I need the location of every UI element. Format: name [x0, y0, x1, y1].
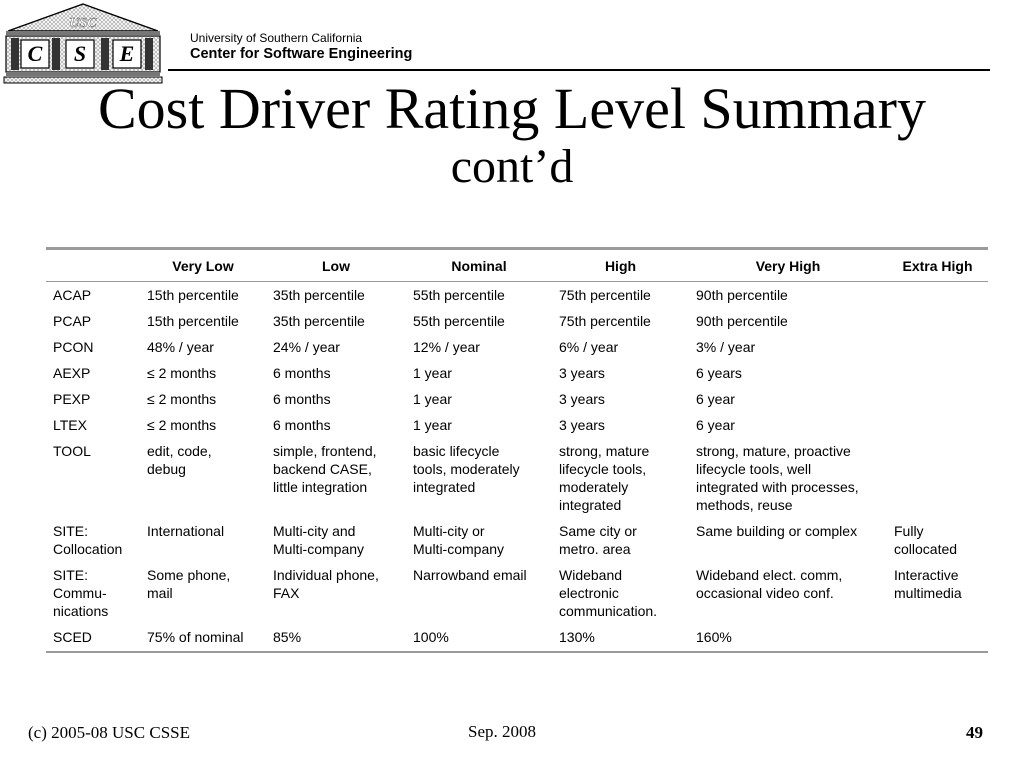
rating-cell: simple, frontend, backend CASE, little integration: [273, 443, 377, 495]
rating-cell: 35th percentile: [273, 287, 365, 303]
driver-name-cell: AEXP: [53, 365, 91, 381]
table-row: [46, 334, 988, 360]
rating-cell: Same building or complex: [696, 523, 858, 539]
table-row: [46, 438, 988, 518]
driver-name-cell: PCON: [53, 339, 94, 355]
rating-cell: Interactive multimedia: [894, 567, 962, 601]
table-row: [46, 562, 988, 624]
rating-cell: 1 year: [413, 391, 452, 407]
column-header: Nominal: [406, 249, 552, 282]
rating-cell: 3 years: [559, 365, 605, 381]
rating-cell: 6 years: [696, 365, 742, 381]
rating-cell: 6 months: [273, 365, 331, 381]
rating-cell: 100%: [406, 624, 552, 652]
rating-cell: 55th percentile: [413, 287, 505, 303]
rating-cell: [887, 412, 988, 438]
rating-cell: 6 year: [696, 391, 735, 407]
rating-cell: 85%: [266, 624, 406, 652]
table-row: [46, 282, 988, 309]
rating-cell: [887, 360, 988, 386]
slide-subtitle: cont’d: [450, 139, 574, 193]
rating-cell: Wideband electronic communication.: [559, 567, 658, 619]
table-row: [46, 308, 988, 334]
rating-cell: Wideband elect. comm, occasional video conf.: [696, 567, 843, 601]
university-name: University of Southern California: [190, 31, 363, 45]
logo-usc-text: USC: [69, 16, 97, 31]
organization-header: [190, 32, 412, 62]
column-header: Extra High: [887, 249, 988, 282]
rating-cell: [887, 334, 988, 360]
footer-copyright: (c) 2005-08 USC CSSE: [28, 723, 190, 742]
column-header: Very High: [689, 249, 887, 282]
slide-title-block: [0, 78, 1024, 192]
rating-cell: 75th percentile: [559, 313, 651, 329]
rating-cell: 1 year: [413, 417, 452, 433]
rating-cell: 35th percentile: [273, 313, 365, 329]
driver-name-cell: PEXP: [53, 391, 91, 407]
rating-cell: strong, mature lifecycle tools, moderately integrated: [559, 443, 650, 513]
rating-cell: Some phone, mail: [147, 567, 231, 601]
table-row: [46, 518, 988, 562]
rating-cell: 48% / year: [147, 339, 214, 355]
rating-cell: Multi-city and Multi-company: [273, 523, 365, 557]
rating-cell: Individual phone, FAX: [273, 567, 379, 601]
logo-letter-e: E: [119, 41, 135, 66]
logo-letter-c: C: [27, 41, 43, 66]
driver-name-cell: PCAP: [53, 313, 92, 329]
rating-cell: 1 year: [413, 365, 452, 381]
column-header: High: [552, 249, 689, 282]
rating-cell: 75th percentile: [559, 287, 651, 303]
slide-title: Cost Driver Rating Level Summary: [98, 76, 926, 141]
rating-cell: 24% / year: [273, 339, 340, 355]
rating-cell: ≤ 2 months: [147, 417, 217, 433]
rating-cell: 90th percentile: [696, 287, 788, 303]
rating-cell: edit, code, debug: [147, 443, 212, 477]
column-header: Very Low: [140, 249, 266, 282]
rating-cell: 6 year: [696, 417, 735, 433]
rating-cell: 6 months: [273, 417, 331, 433]
driver-name-cell: SITE: Collocation: [53, 523, 123, 557]
rating-cell: [887, 624, 988, 652]
usc-cse-logo: [3, 3, 163, 85]
rating-cell: [887, 438, 988, 518]
logo-letter-s: S: [73, 41, 87, 66]
footer-date: Sep. 2008: [468, 722, 536, 741]
rating-cell: [887, 308, 988, 334]
rating-cell: basic lifecycle tools, moderately integrated: [413, 443, 520, 495]
rating-cell: 3% / year: [696, 339, 756, 355]
rating-cell: 55th percentile: [413, 313, 505, 329]
rating-cell: Narrowband email: [413, 567, 527, 583]
driver-name-cell: ACAP: [53, 287, 92, 303]
rating-cell: ≤ 2 months: [147, 365, 217, 381]
rating-cell: 15th percentile: [147, 287, 239, 303]
cost-driver-table: [46, 247, 988, 653]
driver-name-cell: SCED: [46, 624, 140, 652]
rating-cell: International: [147, 523, 225, 539]
rating-cell: [887, 282, 988, 309]
driver-name-cell: TOOL: [53, 443, 91, 459]
rating-cell: 160%: [689, 624, 887, 652]
rating-cell: 15th percentile: [147, 313, 239, 329]
driver-name-cell: LTEX: [53, 417, 87, 433]
rating-cell: 90th percentile: [696, 313, 788, 329]
rating-cell: [887, 386, 988, 412]
rating-cell: Fully collocated: [894, 523, 958, 557]
rating-cell: strong, mature, proactive lifecycle tools, well integrated with processes, methods, reuse: [696, 443, 859, 513]
rating-cell: 3 years: [559, 391, 605, 407]
page-number: 49: [966, 723, 983, 742]
rating-cell: 6% / year: [559, 339, 619, 355]
rating-cell: 12% / year: [413, 339, 480, 355]
table-row: [46, 412, 988, 438]
rating-cell: Multi-city or Multi-company: [413, 523, 505, 557]
driver-name-cell: SITE: Commu- nications: [53, 567, 109, 619]
rating-cell: 75% of nominal: [140, 624, 266, 652]
rating-cell: ≤ 2 months: [147, 391, 217, 407]
table-header-row: [46, 249, 988, 282]
table-row: [46, 624, 988, 652]
rating-cell: 3 years: [559, 417, 605, 433]
rating-cell: 130%: [552, 624, 689, 652]
rating-cell: 6 months: [273, 391, 331, 407]
table-row: [46, 386, 988, 412]
rating-cell: Same city or metro. area: [559, 523, 637, 557]
header-divider: [168, 69, 990, 71]
center-name: Center for Software Engineering: [190, 45, 413, 62]
table-row: [46, 360, 988, 386]
column-header: Low: [266, 249, 406, 282]
column-header: [46, 249, 140, 282]
